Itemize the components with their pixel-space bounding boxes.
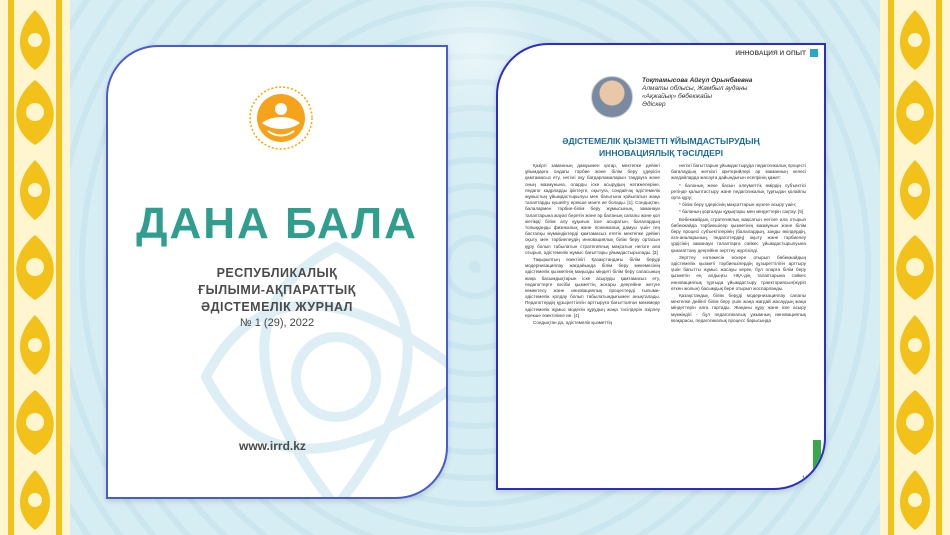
side-tab-marker — [813, 440, 821, 472]
author-photo — [591, 76, 633, 118]
paragraph: * білім беру үдерісінің мақсаттарын жүзеге асыру үшін; — [679, 202, 797, 208]
paragraph: * баланың жеке басын әлеуметтік өмірдің субъектісі ретінде қалыптастыру және педагогикалық тұрғыдан қолайлы орта құру; — [671, 182, 806, 201]
subtitle-line: ӘДІСТЕМЕЛІК ЖУРНАЛ — [201, 300, 353, 314]
author-line: Әдіскер — [642, 101, 666, 108]
heading-line: ӘДІСТЕМЕЛІК ҚЫЗМЕТТІ ҰЙЫМДАСТЫРУДЫҢ — [562, 136, 760, 146]
heading-line: ИННОВАЦИЯЛЫҚ ТӘСІЛДЕРІ — [598, 148, 724, 158]
paragraph: Сондықтан да, әдістемелік қызметтің — [533, 320, 613, 326]
paragraph: Зерттеу нәтижесін ескере отырып бөбекжайдың әдістемелік қызметі тәрбиешілердің құзыреттілігін арттыру үшін бағытты жұмыс жасауы керек, бұл оларға білім беру қызметін ең алдыңғы НҚА-дің талаптарына сәйкес инновациялық тұрғыда ұйымдастыру траекториясын(жүріп өткен жолын) басымдық бере отырып жоспарланды. — [671, 254, 806, 291]
journal-logo — [248, 85, 314, 151]
website-url: www.irrd.kz — [239, 439, 306, 453]
magazine-subtitle — [108, 265, 446, 316]
left-ornament-border — [0, 0, 70, 535]
paragraph: Тақырыптың өзектілігі Қазақстандағы білім беруді модернизациялау жағдайында білім беру мекемесінің әдістемелік қызметінің маңызды міндеті білім беру сапасының жаңа басымдықтарын іске асыруды қамтамасыз ету, педагогтерге кәсіби қызметтің жоғары деңгейіне жетуге көмектесу және инновациялық процестерді ғылыми-әдістемелік қолдау болып табылатындығымен анықталады. Педагогтердің құзыреттілігін арттыруға бағытталған мекемеде әдістемелік жұмыс моделін құрудың жаңа тәсілдерін әзірлеу ерекше өзектілікке ие. [4] — [525, 257, 660, 318]
paragraph: * баланың қорғалды құқықтары мен міндеттерін сақтау. [5] — [679, 209, 804, 215]
article-heading — [498, 135, 824, 159]
paragraph: Қазіргі заманның дамуымен қатар, мектепке дейінгі ұйымдарға ондағы тәрбие және білім беру үдерісін қамтамасыз ету, негізгі оқу бағдарламаларын таңдауға және оның мазмұнына, оларды іске асырудың нәтижелеріне, педагог кадрларды іріктеуге, оқытуға, сондай-ақ әдістемелік жұмыстың ұйымдастырылуы мен бағытына қойылатын жаңа талаптарды күшейту ерекше мәнге ие болады. [1]. Сондықтан, балалармен тәрбие-білім беру жұмысының, заманауи талаптарына жауап беретін және әр баланың сапалы және қол жетімді білім алу құқығын іске асыратын, балалардың толыққанды физикалық және психикалық дамуы үшін тең бастапқы мүмкіндіктерді қамтамасыз ететін мектепке дейінгі оқыту мен тәрбиелеудің инновациялық білім беру ортасын құру болып табылатын стратегиялық мақсатын негізге ала отырып, әдістемелік жұмыс бағыттары ұйымдастырылады. [3] — [525, 163, 660, 255]
magazine-title: ДАНА БАЛА — [136, 199, 418, 248]
paragraph: негізгі бағыттарын ұйымдастыруда педагогикалық процесті бағалаудың жеткізгі критерийлері әр маманның келесі жағдайларда жасауға дайындығын есепрінің қажет: — [671, 163, 806, 181]
page-number: 101 — [801, 476, 812, 482]
right-ornament-border — [880, 0, 950, 535]
author-info — [642, 77, 792, 109]
rubric-marker — [810, 49, 818, 57]
issue-number: № 1 (29), 2022 — [239, 317, 315, 329]
article-page — [496, 43, 826, 490]
paragraph: Бөбекжайдың стратегиялық мақсатын негізге ала отырып бөбекжайда тәрбиешілер қызметінің мазмұнын және білім беру процесі субъектілерінің (балалардың, заңды өкілдердің, ата-аналарының, педагогтердің) оқыту және тәрбиелеу үрдісінің заманауи талаптарға сәйкес ұйымдастырылуына қанағаттану деңгейіне зерттеу жүргізілді. — [671, 216, 806, 253]
rubric-label: ИННОВАЦИЯ И ОПЫТ — [735, 50, 806, 57]
author-name: Тоқтамысова Айгүл Орынбаевна — [642, 77, 753, 84]
subtitle-line: РЕСПУБЛИКАЛЫҚ — [216, 266, 338, 280]
author-line: «Ақжайық» бөбекжайы — [642, 93, 713, 100]
paragraph: Қазақстандық білім беруді модернизациялау сапалы мектепке дейінгі білім беру үшін жаңа жағдай жасаудың жаңа міндеттерін алға тартады. Жаңаны құру және іске асыру мүмкіндігі - бұл педагогикалық ұжымның инновациялық көзқарасы, педагогикалық процесс барысында — [671, 293, 806, 323]
author-line: Алматы облысы, Жамбыл ауданы — [642, 85, 748, 92]
subtitle-line: ҒЫЛЫМИ-АҚПАРАТТЫҚ — [198, 283, 356, 297]
magazine-cover — [106, 45, 448, 499]
article-column-left — [525, 163, 660, 483]
article-column-right — [671, 163, 806, 483]
